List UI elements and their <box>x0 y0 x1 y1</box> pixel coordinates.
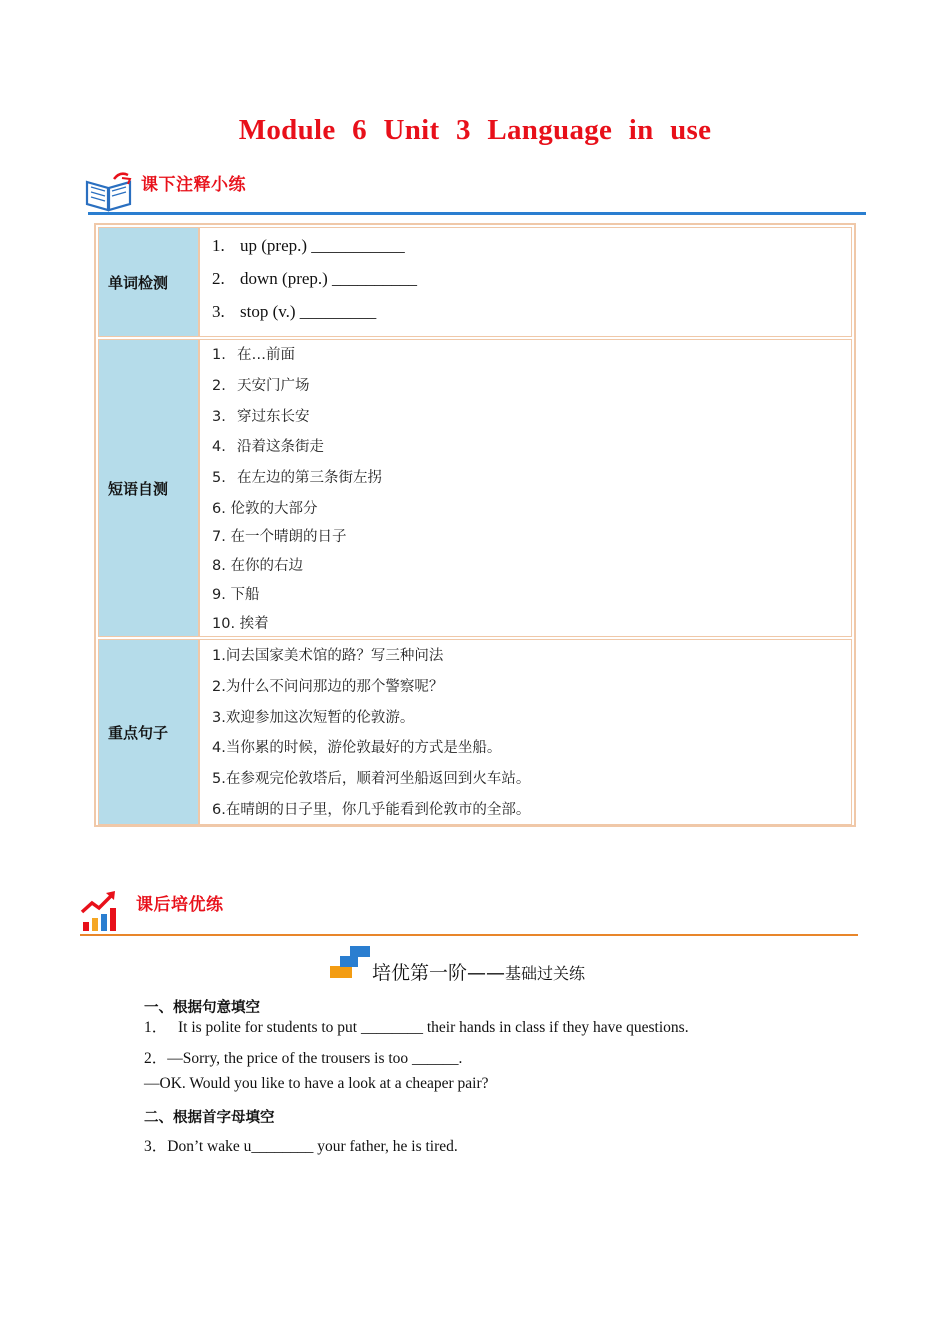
phrase-item: 9. 下船 <box>212 587 260 603</box>
question-2-reply: —OK. Would you like to have a look at a cheaper pair? <box>144 1075 489 1092</box>
row-label: 单词检测 <box>99 228 200 336</box>
row-label: 短语自测 <box>99 340 200 636</box>
section-label: 课后培优练 <box>136 895 224 915</box>
level-heading <box>0 942 950 982</box>
phrase-item: 7. 在一个晴朗的日子 <box>212 529 347 545</box>
section-label: 课下注释小练 <box>141 175 246 195</box>
exercise-part-heading: 二、根据首字母填空 <box>144 1110 275 1126</box>
phrase-item: 3. 穿过东长安 <box>212 409 310 425</box>
section-header-practice <box>80 888 860 940</box>
stairs-icon <box>328 944 372 980</box>
phrase-item: 1. 在…前面 <box>212 347 295 363</box>
row-content <box>203 228 851 336</box>
sentence-item: 3.欢迎参加这次短暂的伦敦游。 <box>212 710 415 726</box>
page-title: Module 6 Unit 3 Language in use <box>238 114 712 146</box>
sentence-item: 2.为什么不问问那边的那个警察呢？ <box>212 679 444 695</box>
exercise-part-heading: 一、根据句意填空 <box>144 1000 260 1016</box>
row-content <box>203 640 851 824</box>
section-divider <box>80 934 858 936</box>
table-row-sentences <box>98 639 852 825</box>
sentence-item: 4.当你累的时候，游伦敦最好的方式是坐船。 <box>212 740 502 756</box>
phrase-item: 10. 挨着 <box>212 616 269 632</box>
open-book-icon <box>84 170 134 212</box>
worksheet-table <box>94 223 856 827</box>
question-3: 3．Don’t wake u________ your father, he is tired. <box>144 1138 458 1155</box>
question-2: 2．—Sorry, the price of the trousers is too ______. <box>144 1050 463 1067</box>
row-content <box>203 340 851 636</box>
vocab-item: 3. stop (v.) _________ <box>212 302 377 321</box>
table-row-phrases <box>98 339 852 637</box>
level-title: 培优第一阶——基础过关练 <box>372 962 586 984</box>
section-header-notes <box>84 168 866 218</box>
vocab-item: 2. down (prep.) __________ <box>212 269 418 288</box>
phrase-item: 6. 伦敦的大部分 <box>212 501 318 517</box>
section-divider <box>88 212 866 215</box>
sentence-item: 1.问去国家美术馆的路？写三种问法 <box>212 648 444 664</box>
phrase-item: 2. 天安门广场 <box>212 378 310 394</box>
phrase-item: 8. 在你的右边 <box>212 558 303 574</box>
sentence-item: 6.在晴朗的日子里，你几乎能看到伦敦市的全部。 <box>212 802 531 818</box>
sentence-item: 5.在参观完伦敦塔后，顺着河坐船返回到火车站。 <box>212 771 531 787</box>
phrase-item: 4. 沿着这条街走 <box>212 439 324 455</box>
table-row-vocab <box>98 227 852 337</box>
growth-chart-icon <box>80 888 124 934</box>
row-label: 重点句子 <box>99 640 200 824</box>
phrase-item: 5. 在左边的第三条街左拐 <box>212 470 382 486</box>
question-1: 1． It is polite for students to put ________ their hands in class if they have questions. <box>144 1019 689 1036</box>
vocab-item: 1. up (prep.) ___________ <box>212 236 405 255</box>
